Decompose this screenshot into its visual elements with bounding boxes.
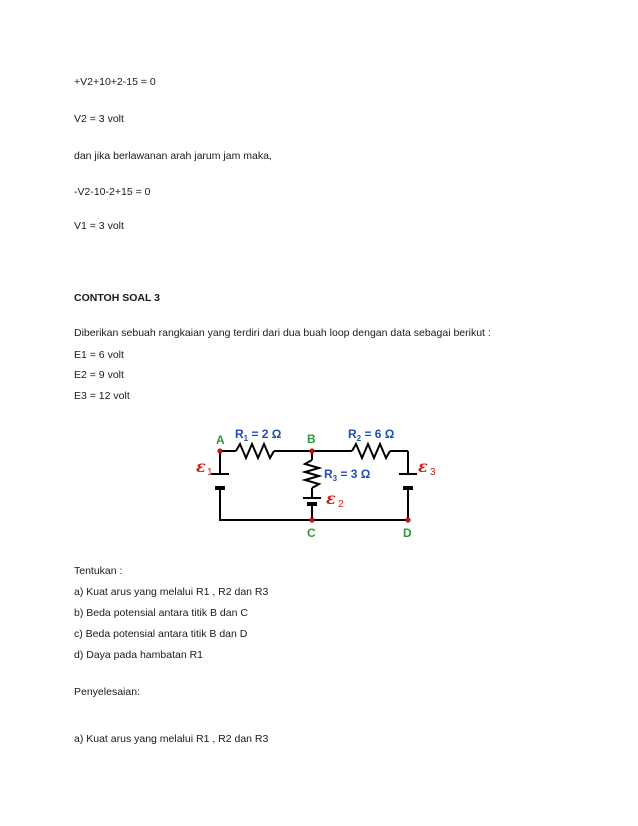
resistor-r3-label: $R_3 = 3$ Ω xyxy=(324,467,371,483)
node-a-dot xyxy=(217,448,222,453)
solution-line: a) Kuat arus yang melalui R1 , R2 dan R3 xyxy=(74,733,269,745)
node-b-dot xyxy=(309,448,314,453)
data-item: E2 = 9 volt xyxy=(74,369,124,381)
emf-e3-subscript: 3 xyxy=(430,467,436,478)
result-line: V2 = 3 volt xyxy=(74,113,124,125)
emf-e1-subscript: 1 xyxy=(207,467,213,478)
node-d-label: D xyxy=(403,526,412,540)
text-line: dan jika berlawanan arah jarum jam maka, xyxy=(74,150,272,162)
problem-intro: Diberikan sebuah rangkaian yang terdiri dari dua buah loop dengan data sebagai berikut : xyxy=(74,327,491,339)
node-a-label: A xyxy=(216,433,225,447)
node-c-label: C xyxy=(307,526,316,540)
circuit-diagram xyxy=(192,420,452,545)
question-item: c) Beda potensial antara titik B dan D xyxy=(74,628,248,640)
resistor-r3 xyxy=(305,460,319,488)
data-item: E1 = 6 volt xyxy=(74,349,124,361)
emf-e1-symbol: ε xyxy=(196,457,206,476)
emf-e2-symbol: ε xyxy=(326,489,336,508)
question-item: a) Kuat arus yang melalui R1 , R2 dan R3 xyxy=(74,586,269,598)
node-d-dot xyxy=(405,517,410,522)
question-item: d) Daya pada hambatan R1 xyxy=(74,649,203,661)
question-item: b) Beda potensial antara titik B dan C xyxy=(74,607,248,619)
resistor-r2 xyxy=(352,444,390,458)
node-b-label: B xyxy=(307,432,316,446)
section-heading: CONTOH SOAL 3 xyxy=(74,292,160,304)
resistor-r2-label: $R_2 = 6$ Ω xyxy=(348,427,395,443)
resistor-r1-label: $R_1 = 2$ Ω xyxy=(235,427,282,443)
resistor-r1 xyxy=(236,444,274,458)
questions-heading: Tentukan : xyxy=(74,565,123,577)
solution-heading: Penyelesaian: xyxy=(74,686,140,698)
equation-line: -V2-10-2+15 = 0 xyxy=(74,186,151,198)
emf-e3-symbol: ε xyxy=(418,457,428,476)
node-c-dot xyxy=(309,517,314,522)
equation-line: +V2+10+2-15 = 0 xyxy=(74,76,156,88)
emf-e2-subscript: 2 xyxy=(338,499,344,510)
data-item: E3 = 12 volt xyxy=(74,390,130,402)
result-line: V1 = 3 volt xyxy=(74,220,124,232)
